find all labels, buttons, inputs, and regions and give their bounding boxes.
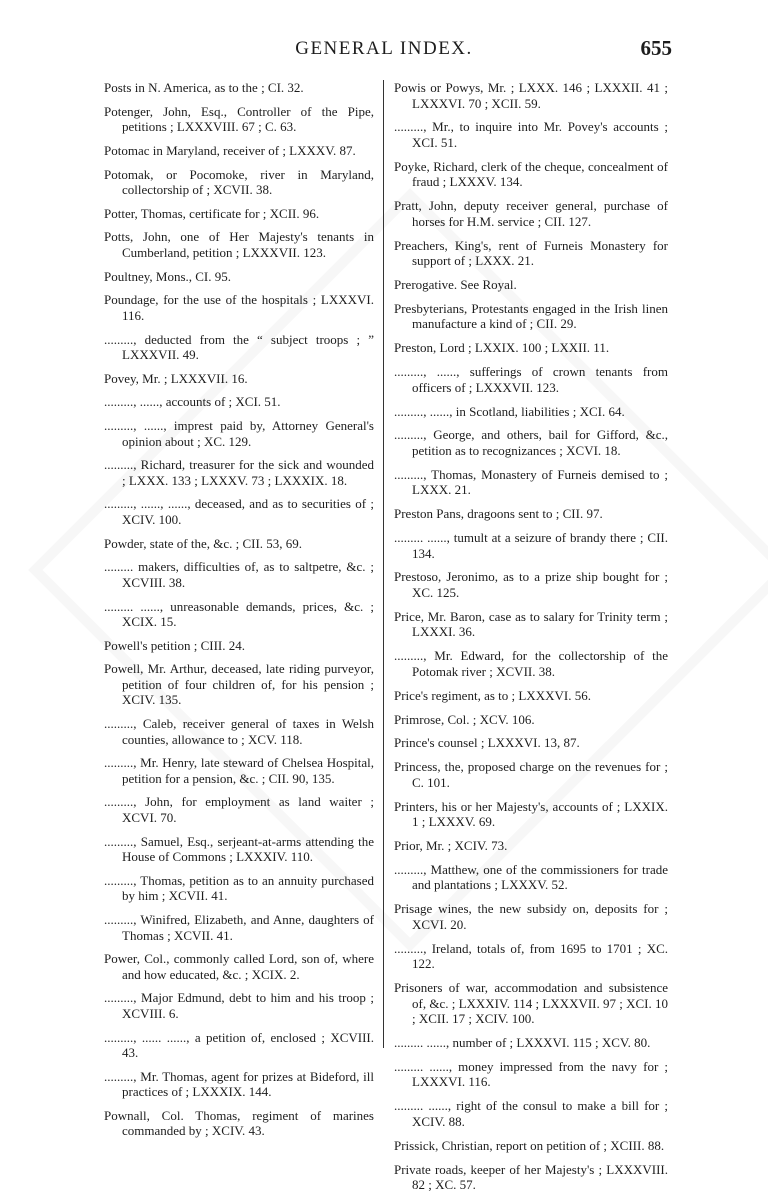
right-index-column xyxy=(394,80,668,1201)
index-entry: Povey, Mr. ; LXXXVII. 16. xyxy=(104,370,248,386)
index-entry: Printers, his or her Majesty's, accounts of ; LXXIX. 1 ; LXXXV. 69. xyxy=(394,798,668,830)
index-entry: ........., Mr., to inquire into Mr. Povey's accounts ; XCI. 51. xyxy=(394,119,668,150)
index-entry: ........., ......, ......, deceased, and as to securities of ; XCIV. 100. xyxy=(104,496,374,527)
index-entry: ........., ......, imprest paid by, Attorney General's opinion about ; XC. 129. xyxy=(104,418,374,449)
index-entry: Poundage, for the use of the hospitals ; LXXXVI. 116. xyxy=(104,292,374,323)
index-entry: Prerogative. See Royal. xyxy=(394,276,517,292)
index-entry: Presbyterians, Protestants engaged in the Irish linen manufacture a kind of ; CII. 29. xyxy=(394,300,668,332)
index-entry: ......... ......, right of the consul to make a bill for ; XCIV. 88. xyxy=(394,1098,668,1129)
index-entry: Posts in N. America, as to the ; CI. 32. xyxy=(104,80,304,95)
index-entry: ........., ......, accounts of ; XCI. 51. xyxy=(104,394,281,410)
index-entry: Pratt, John, deputy receiver general, purchase of horses for H.M. service ; CII. 127. xyxy=(394,198,668,229)
index-entry: Prisage wines, the new subsidy on, deposits for ; XCVI. 20. xyxy=(394,901,668,932)
index-entry: Powell, Mr. Arthur, deceased, late riding purveyor, petition of four children of, for his pension ; XCIV. 135. xyxy=(104,661,374,708)
index-entry: ........., Richard, treasurer for the sick and wounded ; LXXX. 133 ; LXXXV. 73 ; LXXXIX. 18. xyxy=(104,457,374,488)
index-entry: ........., Mr. Thomas, agent for prizes at Bideford, ill practices of ; LXXXIX. 144. xyxy=(104,1068,374,1100)
index-entry: Potomak, or Pocomoke, river in Maryland, collectorship of ; XCVII. 38. xyxy=(104,166,374,198)
index-entry: Private roads, keeper of her Majesty's ; LXXXVIII. 82 ; XC. 57. xyxy=(394,1161,668,1193)
index-entry: Powell's petition ; CIII. 24. xyxy=(104,637,246,653)
index-entry: ........., Thomas, petition as to an annuity purchased by him ; XCVII. 41. xyxy=(104,872,374,904)
index-entry: Potomac in Maryland, receiver of ; LXXXV. 87. xyxy=(104,142,356,158)
index-entry: ......... ......, tumult at a seizure of brandy there ; CII. 134. xyxy=(394,530,668,561)
index-entry: Price, Mr. Baron, case as to salary for Trinity term ; LXXXI. 36. xyxy=(394,608,668,640)
index-entry: Pownall, Col. Thomas, regiment of marines commanded by ; XCIV. 43. xyxy=(104,1107,374,1139)
index-entry: ........., Mr. Edward, for the collectorship of the Potomak river ; XCVII. 38. xyxy=(394,648,668,679)
index-entry: ........., Ireland, totals of, from 1695 to 1701 ; XC. 122. xyxy=(394,940,668,972)
index-entry: Prince's counsel ; LXXXVI. 13, 87. xyxy=(394,735,580,751)
index-entry: Preston Pans, dragoons sent to ; CII. 97. xyxy=(394,506,603,522)
index-entry: Primrose, Col. ; XCV. 106. xyxy=(394,711,535,727)
index-entry: Poyke, Richard, clerk of the cheque, concealment of fraud ; LXXXV. 134. xyxy=(394,158,668,190)
index-entry: Prior, Mr. ; XCIV. 73. xyxy=(394,838,508,854)
index-entry: ........., Matthew, one of the commissioners for trade and plantations ; LXXXV. 52. xyxy=(394,861,668,893)
index-entry: ........., Samuel, Esq., serjeant-at-arms attending the House of Commons ; LXXXIV. 110. xyxy=(104,833,374,865)
index-entry: ........., George, and others, bail for Gifford, &c., petition as to recognizances ; XCVI. 18. xyxy=(394,427,668,458)
page-header xyxy=(0,38,768,68)
index-entry: ........., John, for employment as land waiter ; XCVI. 70. xyxy=(104,794,374,825)
index-entry: Potts, John, one of Her Majesty's tenants in Cumberland, petition ; LXXXVII. 123. xyxy=(104,229,374,260)
index-entry: Potter, Thomas, certificate for ; XCII. 96. xyxy=(104,205,320,221)
index-entry: Prissick, Christian, report on petition of ; XCIII. 88. xyxy=(394,1137,665,1153)
index-entry: Power, Col., commonly called Lord, son of, where and how educated, &c. ; XCIX. 2. xyxy=(104,951,374,982)
index-entry: Potenger, John, Esq., Controller of the Pipe, petitions ; LXXXVIII. 67 ; C. 63. xyxy=(104,103,374,135)
index-entry: ........., Major Edmund, debt to him and his troop ; XCVIII. 6. xyxy=(104,990,374,1021)
index-entry: ......... ......, money impressed from the navy for ; LXXXVI. 116. xyxy=(394,1058,668,1090)
index-entry: ......... ......, unreasonable demands, prices, &c. ; XCIX. 15. xyxy=(104,598,374,629)
index-entry: ........., ......, in Scotland, liabilities ; XCI. 64. xyxy=(394,403,625,419)
page-title: GENERAL INDEX. xyxy=(295,38,473,59)
index-entry: ......... ......, number of ; LXXXVI. 115 ; XCV. 80. xyxy=(394,1035,651,1051)
index-entry: Price's regiment, as to ; LXXXVI. 56. xyxy=(394,687,591,703)
index-entry: Preston, Lord ; LXXIX. 100 ; LXXII. 11. xyxy=(394,340,610,356)
left-index-column xyxy=(104,80,374,1147)
index-entry: Poultney, Mons., CI. 95. xyxy=(104,268,231,284)
index-entry: Princess, the, proposed charge on the revenues for ; C. 101. xyxy=(394,759,668,790)
index-entry: Prisoners of war, accommodation and subsistence of, &c. ; LXXXIV. 114 ; LXXXVII. 97 ; XCI. 10 ; XCII. 17 ; XCIV. 100. xyxy=(394,980,669,1027)
index-entry: Preachers, King's, rent of Furneis Monastery for support of ; LXXX. 21. xyxy=(394,237,668,269)
index-entry: ........., deducted from the “ subject troops ; ” LXXXVII. 49. xyxy=(104,331,374,362)
page-number: 655 xyxy=(640,36,672,60)
index-entry: Powder, state of the, &c. ; CII. 53, 69. xyxy=(104,535,303,551)
index-entry: ........., Caleb, receiver general of taxes in Welsh counties, allowance to ; XCV. 118. xyxy=(104,716,374,747)
index-entry: ........., Thomas, Monastery of Furneis demised to ; LXXX. 21. xyxy=(394,466,668,498)
index-entry: ........., Winifred, Elizabeth, and Anne, daughters of Thomas ; XCVII. 41. xyxy=(104,912,374,943)
index-entry: Prestoso, Jeronimo, as to a prize ship bought for ; XC. 125. xyxy=(394,569,668,600)
index-entry: Powis or Powys, Mr. ; LXXX. 146 ; LXXXII. 41 ; LXXXVI. 70 ; XCII. 59. xyxy=(394,80,668,111)
index-entry: ......... makers, difficulties of, as to saltpetre, &c. ; XCVIII. 38. xyxy=(104,559,374,590)
index-entry: ........., Mr. Henry, late steward of Chelsea Hospital, petition for a pension, &c. ; CII. 90, 135. xyxy=(104,755,374,786)
column-divider xyxy=(383,80,384,1048)
index-entry: ........., ......, sufferings of crown tenants from officers of ; LXXXVII. 123. xyxy=(394,364,668,395)
index-entry: ........., ...... ......, a petition of, enclosed ; XCVIII. 43. xyxy=(104,1029,374,1061)
